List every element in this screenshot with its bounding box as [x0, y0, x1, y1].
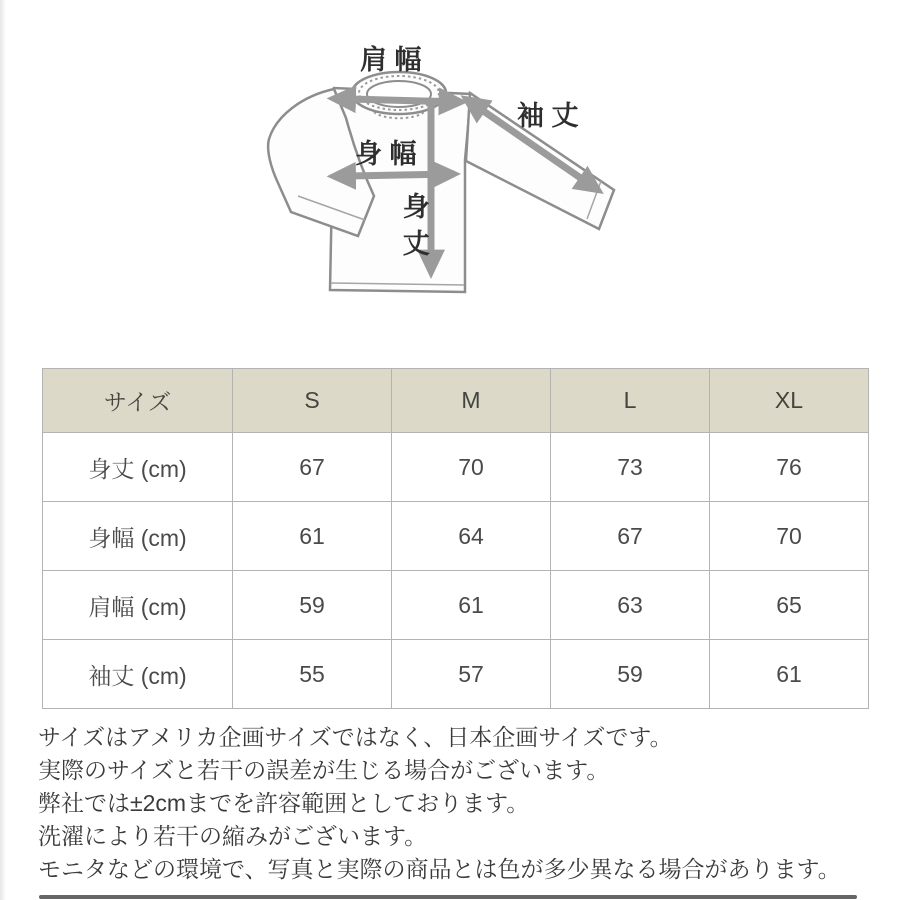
- size-table: [42, 368, 869, 709]
- cell-value: 55: [233, 640, 392, 709]
- row-label: 袖丈 (cm): [43, 640, 233, 709]
- table-row-shoulder-width: [43, 571, 869, 640]
- cell-value: 63: [551, 571, 710, 640]
- label-sleeve-length: 袖 丈: [517, 101, 579, 131]
- table-row-sleeve-length: [43, 640, 869, 709]
- cell-value: 57: [392, 640, 551, 709]
- body-width-arrow: [349, 174, 454, 176]
- cell-value: 59: [551, 640, 710, 709]
- header-l: L: [551, 369, 710, 433]
- cell-value: 64: [392, 502, 551, 571]
- header-s: S: [233, 369, 392, 433]
- cell-value: 61: [710, 640, 869, 709]
- header-size: サイズ: [43, 369, 233, 433]
- cell-value: 59: [233, 571, 392, 640]
- header-m: M: [392, 369, 551, 433]
- cell-value: 70: [710, 502, 869, 571]
- shoulder-width-arrow: [349, 99, 461, 102]
- shirt-line-drawing: [0, 0, 900, 340]
- size-table-header-row: [43, 369, 869, 433]
- cell-value: 61: [233, 502, 392, 571]
- row-label: 身丈 (cm): [43, 433, 233, 502]
- note-line: 実際のサイズと若干の誤差が生じる場合がございます。: [38, 757, 610, 783]
- note-line: 洗濯により若干の縮みがございます。: [38, 823, 428, 849]
- row-label: 肩幅 (cm): [43, 571, 233, 640]
- row-label: 身幅 (cm): [43, 502, 233, 571]
- cell-value: 61: [392, 571, 551, 640]
- notes-block: [38, 721, 872, 886]
- cell-value: 70: [392, 433, 551, 502]
- header-xl: XL: [710, 369, 869, 433]
- clipped-text-line-top: [39, 895, 857, 899]
- note-line: モニタなどの環境で、写真と実際の商品とは色が多少異なる場合があります。: [38, 856, 841, 882]
- measurement-diagram: [0, 0, 900, 340]
- cell-value: 65: [710, 571, 869, 640]
- table-row-body-length: [43, 433, 869, 502]
- cell-value: 67: [551, 502, 710, 571]
- table-row-body-width: [43, 502, 869, 571]
- label-body-length: 身丈: [398, 192, 429, 266]
- label-shoulder-width: 肩 幅: [360, 45, 422, 75]
- cell-value: 67: [233, 433, 392, 502]
- note-line: 弊社では±2cmまでを許容範囲としております。: [38, 790, 530, 816]
- note-line: サイズはアメリカ企画サイズではなく、日本企画サイズです。: [38, 724, 673, 750]
- label-body-width: 身 幅: [355, 139, 417, 169]
- cell-value: 73: [551, 433, 710, 502]
- cell-value: 76: [710, 433, 869, 502]
